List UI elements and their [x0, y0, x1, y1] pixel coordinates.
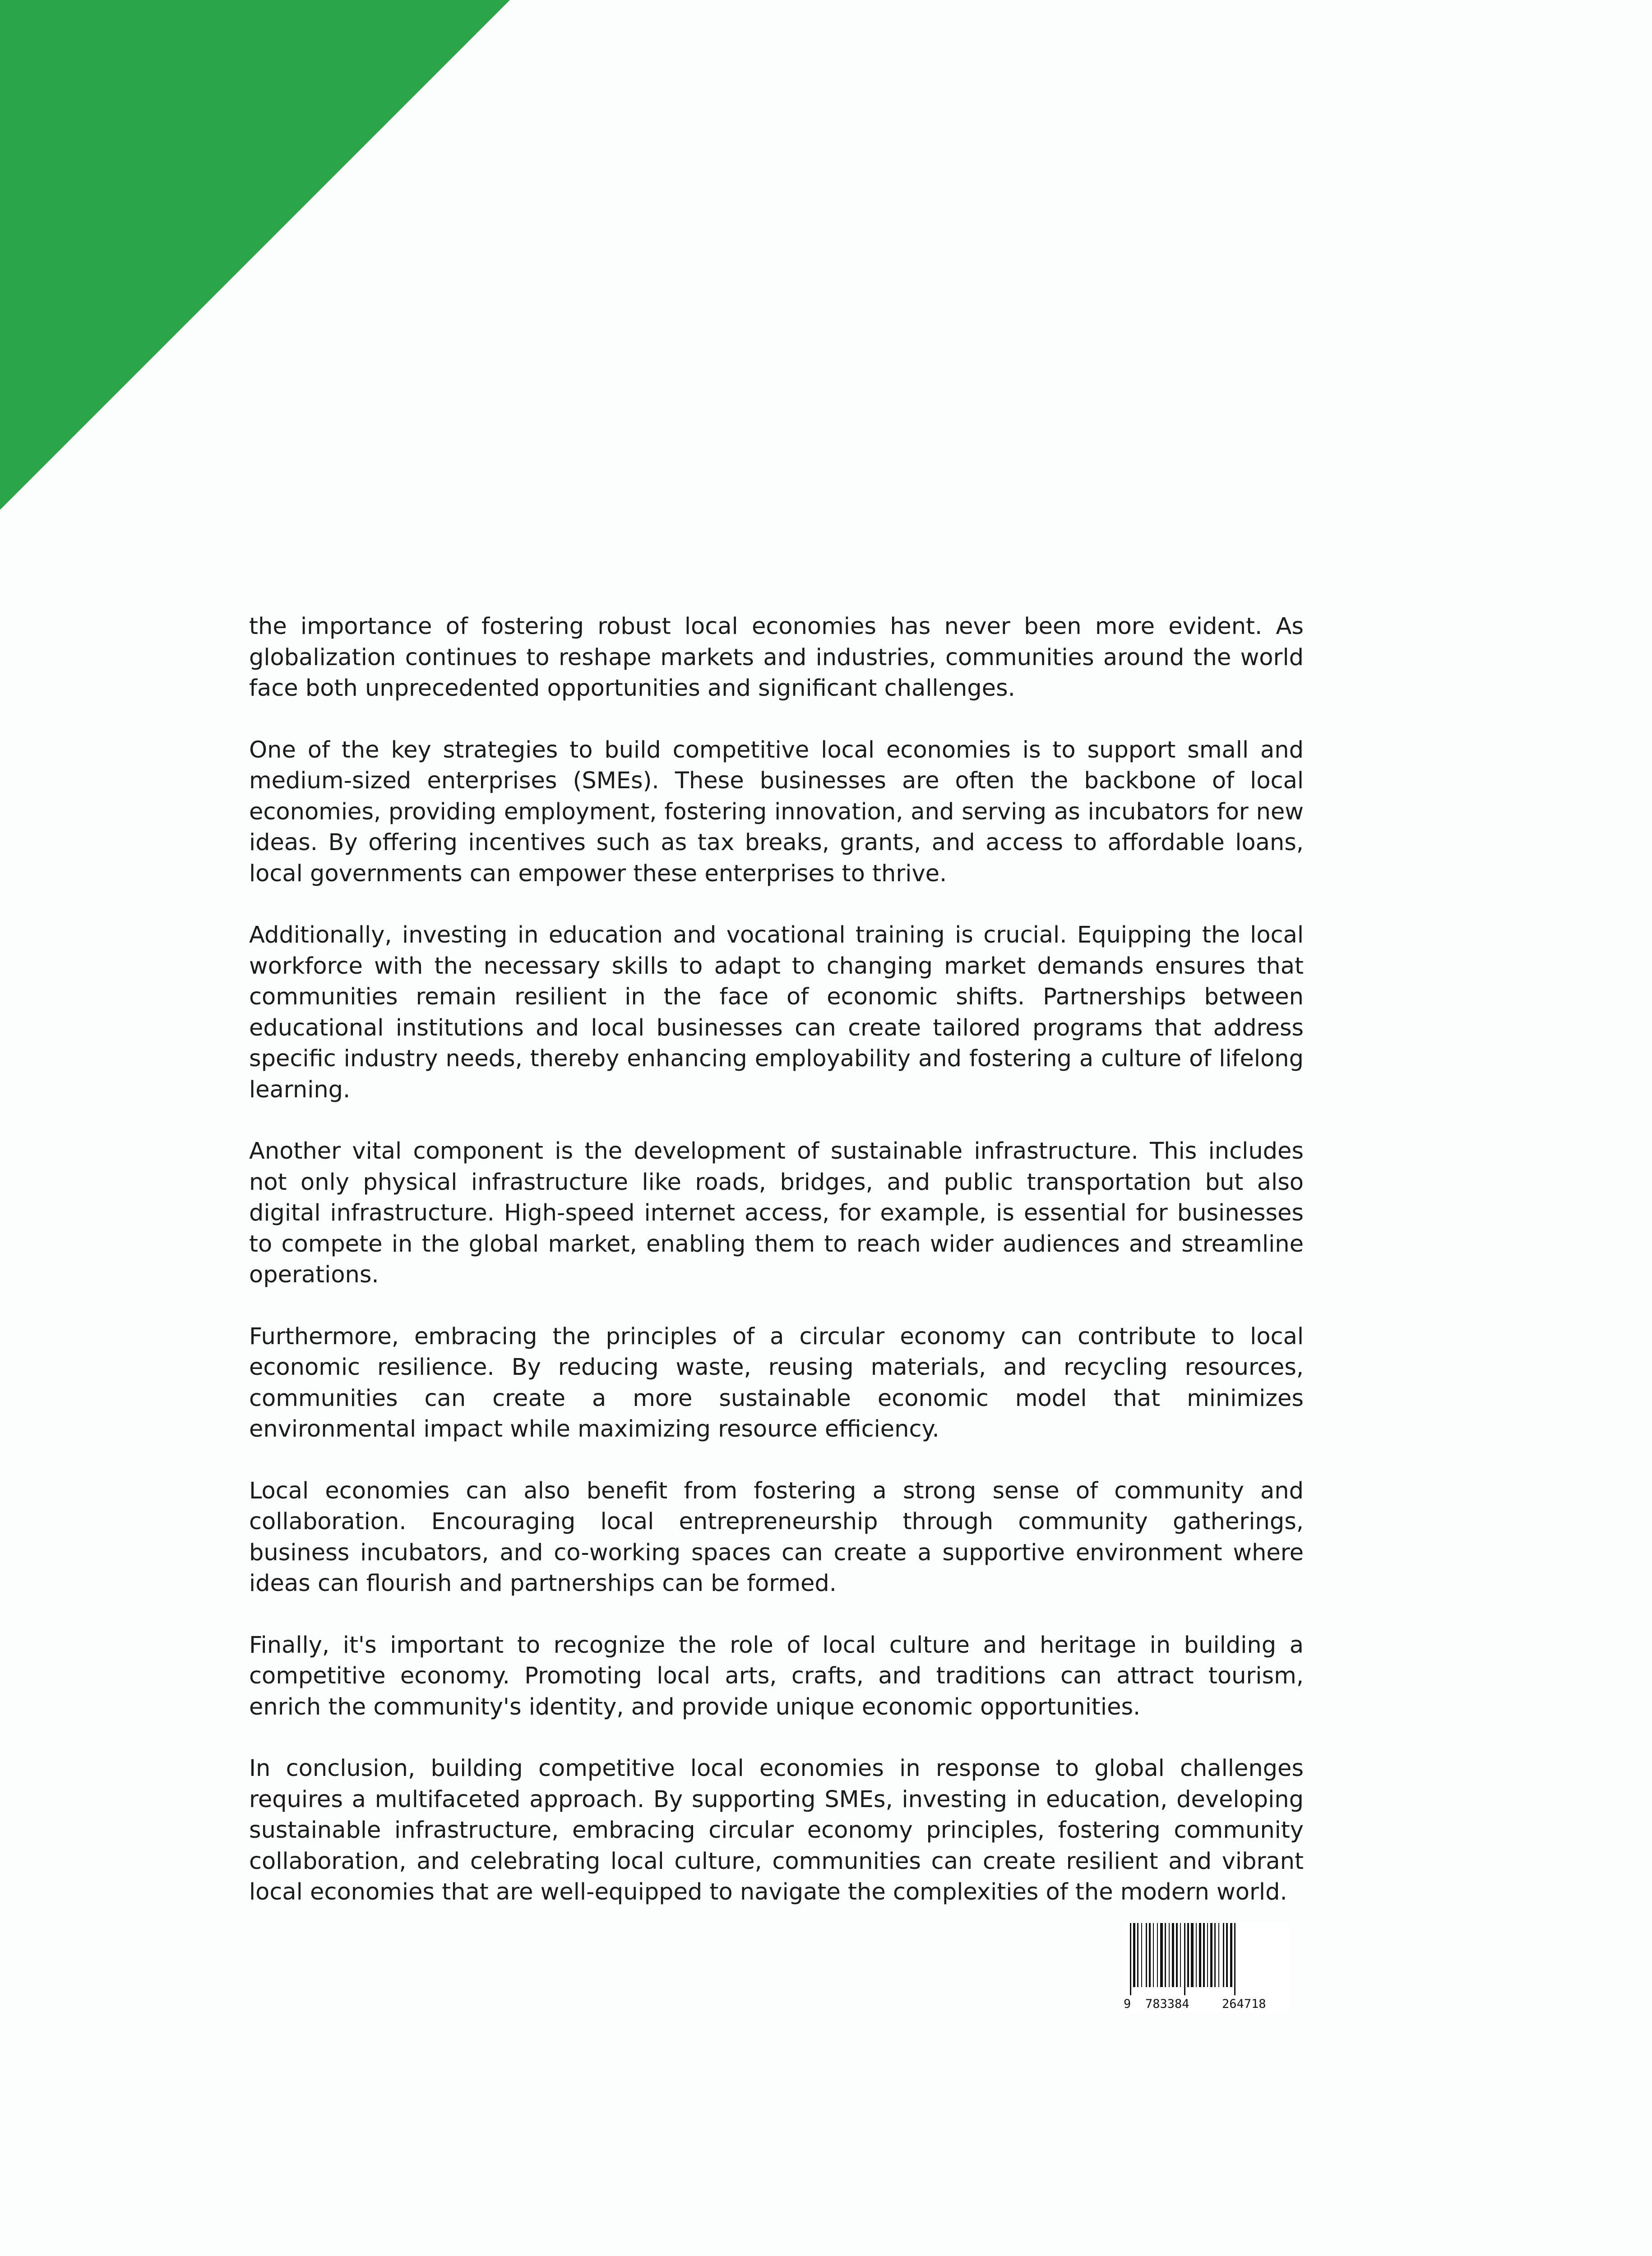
barcode-bar — [1207, 1923, 1208, 1987]
barcode-bar — [1191, 1923, 1194, 1987]
barcode-right-group: 264718 — [1222, 1995, 1266, 2013]
barcode-bar — [1203, 1923, 1205, 1987]
paragraph-intro: the importance of fostering robust local economies has never been more evident. As globalization continues to reshape markets and industries, communities around the world face both unprecedented opportunities and significant challenges. — [249, 613, 1304, 702]
barcode-bar — [1146, 1923, 1147, 1987]
barcode-bar — [1141, 1923, 1142, 1987]
barcode-bar — [1130, 1923, 1131, 1995]
barcode-bar — [1133, 1923, 1135, 1987]
corner-accent-triangle — [0, 0, 510, 510]
barcode-bar — [1199, 1923, 1201, 1987]
paragraph-circular-economy: Furthermore, embracing the principles of a circular economy can contribute to local economic resilience. By reducing waste, reusing materials, and recycling resources, communities can create a more sustainable economic model that minimizes environmental impact while maximizing resource efficiency. — [249, 1323, 1304, 1442]
barcode-bar — [1172, 1923, 1174, 1987]
paragraph-community: Local economies can also benefit from fostering a strong sense of community and collaboration. Encouraging local entrepreneurship through community gatherings, business incubators, and co-working spaces can create a supportive environment where ideas can flourish and partnerships can be formed. — [249, 1477, 1304, 1597]
barcode-bar — [1160, 1923, 1163, 1987]
barcode-bar — [1210, 1923, 1212, 1987]
barcode-bar — [1230, 1923, 1232, 1987]
barcode-bar — [1169, 1923, 1170, 1987]
barcode-bar — [1218, 1923, 1219, 1987]
barcode-digits — [1124, 1995, 1288, 2013]
barcode-bar — [1187, 1923, 1189, 1987]
barcode-bar — [1180, 1923, 1181, 1987]
paragraph-infrastructure: Another vital component is the development of sustainable infrastructure. This includes not only physical infrastructure like roads, bridges, and public transportation but also digital infrastructure. High-speed internet access, for example, is essential for businesses to compete in the global market, enabling them to reach wider audiences and streamline operations. — [249, 1138, 1304, 1288]
isbn-barcode — [1124, 1923, 1288, 2013]
back-cover-text — [249, 611, 1304, 1908]
paragraph-education: Additionally, investing in education and vocational training is crucial. Equipping the local workforce with the necessary skills to adapt to changing market demands ensures that communities remain resilient in the face of economic shifts. Partnerships between educational institutions and local businesses can create tailored programs that address specific industry needs, thereby enhancing employability and fostering a culture of lifelong learning. — [249, 922, 1304, 1103]
barcode-bar — [1226, 1923, 1228, 1987]
barcode-bars — [1124, 1923, 1288, 1995]
barcode-bar — [1196, 1923, 1197, 1987]
barcode-bar — [1165, 1923, 1166, 1987]
barcode-bar — [1149, 1923, 1151, 1987]
barcode-bar — [1214, 1923, 1216, 1987]
barcode-left-group: 783384 — [1145, 1995, 1189, 2013]
barcode-bar — [1137, 1923, 1138, 1987]
barcode-bar — [1223, 1923, 1224, 1987]
paragraph-smes: One of the key strategies to build competitive local economies is to support small and medium-sized enterprises (SMEs). These businesses are often the backbone of local economies, providing employment, fostering innovation, and serving as incubators for new ideas. By offering incentives such as tax breaks, grants, and access to affordable loans, local governments can empower these enterprises to thrive. — [249, 736, 1304, 887]
barcode-bar — [1234, 1923, 1236, 1995]
barcode-bar — [1153, 1923, 1154, 1987]
corner-accent-shape — [0, 0, 510, 510]
paragraph-conclusion: In conclusion, building competitive local economies in response to global challenges requires a multifaceted approach. By supporting SMEs, investing in education, developing sustainable infrastructure, embracing circular economy principles, fostering community collaboration, and celebrating local culture, communities can create resilient and vibrant local economies that are well-equipped to navigate the complexities of the modern world. — [249, 1755, 1304, 1905]
paragraph-culture: Finally, it's important to recognize the role of local culture and heritage in building a competitive economy. Promoting local arts, crafts, and traditions can attract tourism, enrich the community's identity, and provide unique economic opportunities. — [249, 1632, 1304, 1720]
barcode-lead-digit: 9 — [1124, 1995, 1131, 2013]
barcode-bar — [1176, 1923, 1178, 1987]
barcode-bar — [1184, 1923, 1185, 1995]
barcode-bar — [1157, 1923, 1158, 1987]
